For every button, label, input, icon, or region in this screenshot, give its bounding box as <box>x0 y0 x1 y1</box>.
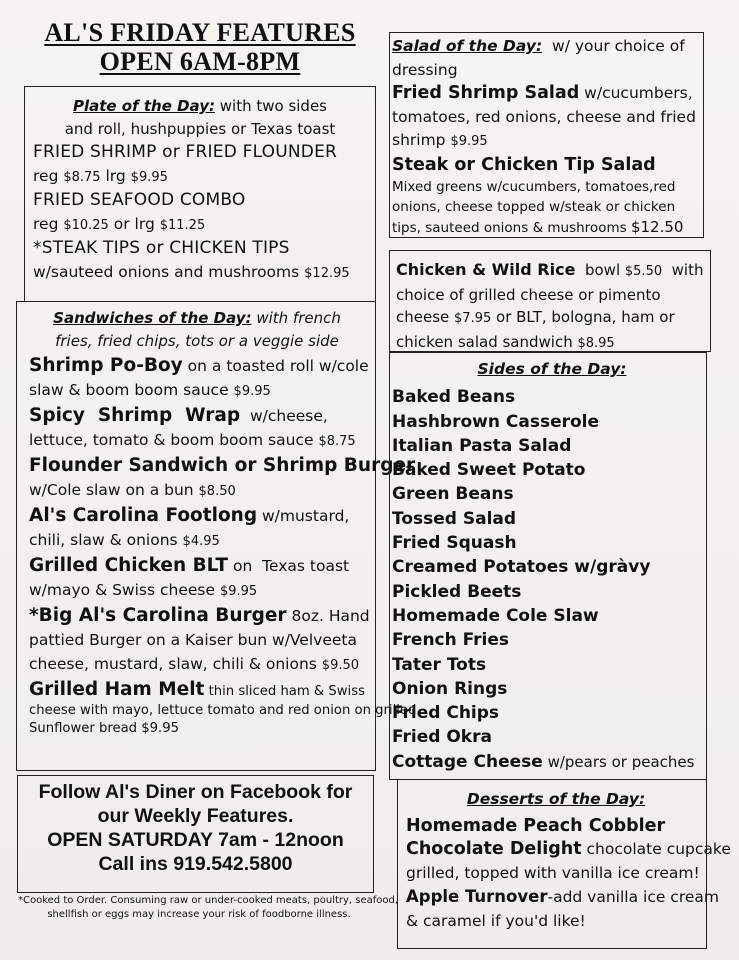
side-item: Creamed Potatoes w/gràvy <box>392 557 651 578</box>
title-line-2: OPEN 6AM-8PM <box>99 47 301 76</box>
sandwich-item: *Big Al's Carolina Burger 8oz. Hand pattied Burger on a Kaiser bun w/Velveeta cheese, mustard, slaw, chili & onions $9.50 <box>29 605 370 673</box>
side-item: Cottage Cheese w/pears or peaches <box>392 751 695 772</box>
plate-intro: Plate of the Day: with two sides and roll, hushpuppies or Texas toast <box>64 97 336 138</box>
side-item: Hashbrown Casserole <box>392 411 600 432</box>
side-item: French Fries <box>392 630 510 651</box>
side-item: Italian Pasta Salad <box>392 435 572 456</box>
side-item: Baked Sweet Potato <box>392 460 586 481</box>
side-item: Baked Beans <box>392 387 516 408</box>
title-line-1: AL'S FRIDAY FEATURES <box>44 18 356 47</box>
dessert-item: Homemade Peach Cobbler <box>406 815 666 836</box>
menu-title <box>40 18 360 76</box>
dessert-item: Apple Turnover-add vanilla ice cream & caramel if you'd like! <box>406 887 719 930</box>
dessert-item: Chocolate Delight chocolate cupcake grilled, topped with vanilla ice cream! <box>406 839 731 882</box>
saturday-hours: OPEN SATURDAY 7am - 12noon <box>47 829 344 851</box>
salad-of-the-day-box: Salad of the Day: w/ your choice of dressing Fried Shrimp Salad w/cucumbers, tomatoes, red onions, cheese and fried shrimp $9.95 Steak or Chicken Tip Salad Mixed greens w/cucumbers, tomatoes,red onions, cheese topped w/steak or chicken tips, sauteed onions & mushrooms $12.50 <box>389 32 704 238</box>
sandwiches-intro: Sandwiches of the Day: with french fries, fried chips, tots or a veggie side <box>53 309 341 350</box>
desserts-of-the-day-box <box>397 779 731 949</box>
salad-item: Fried Shrimp Salad w/cucumbers, tomatoes, red onions, cheese and fried shrimp $9.95 <box>392 83 696 149</box>
side-item: Homemade Cole Slaw <box>392 605 599 626</box>
phone-number: Call ins 919.542.5800 <box>98 853 293 875</box>
sandwich-item: Al's Carolina Footlong w/mustard, chili, slaw & onions $4.95 <box>29 505 350 549</box>
foodborne-illness-disclaimer: *Cooked to Order. Consuming raw or under-cooked meats, poultry, seafood, shellfish or eggs may increase your risk of foodborne illness. <box>18 895 399 920</box>
plate-price-1: reg $8.75 lrg $9.95 <box>33 166 168 185</box>
salad-header: Salad of the Day: <box>392 37 543 55</box>
side-item: Onion Rings <box>392 678 508 699</box>
side-item: Green Beans <box>392 484 514 505</box>
chicken-wild-rice-box: Chicken & Wild Rice bowl $5.50 with choice of grilled cheese or pimento cheese $7.95 or BLT, bologna, ham or chicken salad sandwich $8.95 <box>389 250 711 352</box>
side-item: Tossed Salad <box>392 508 517 529</box>
plate-item-tips: *STEAK TIPS or CHICKEN TIPS <box>33 238 290 258</box>
follow-line-1: Follow Al's Diner on Facebook for <box>38 781 353 803</box>
sandwiches-header: Sandwiches of the Day: <box>53 309 252 327</box>
salad-item: Steak or Chicken Tip Salad Mixed greens w/cucumbers, tomatoes,red onions, cheese topped w/steak or chicken tips, sauteed onions & mushrooms $12.50 <box>392 154 684 236</box>
desserts-header: Desserts of the Day: <box>466 790 646 808</box>
plate-item-fried-shrimp-flounder: FRIED SHRIMP or FRIED FLOUNDER <box>33 142 338 162</box>
side-item: Pickled Beets <box>392 581 522 602</box>
side-item: Fried Squash <box>392 533 517 554</box>
follow-line-2: our Weekly Features. <box>97 805 294 827</box>
follow-facebook-box <box>17 775 374 893</box>
sandwich-item: Flounder Sandwich or Shrimp Burger w/Cole slaw on a bun $8.50 <box>29 455 416 499</box>
plate-header: Plate of the Day: <box>72 97 215 115</box>
side-item: Tater Tots <box>392 654 487 675</box>
sandwich-item: Grilled Chicken BLT on Texas toast w/mayo & Swiss cheese $9.95 <box>29 555 350 599</box>
sides-list <box>392 385 706 774</box>
plate-item-tips-desc: w/sauteed onions and mushrooms $12.95 <box>33 262 350 281</box>
sandwiches-of-the-day-box <box>16 301 417 771</box>
sandwich-item: Grilled Ham Melt thin sliced ham & Swiss cheese with mayo, lettuce tomato and red onion on grilled Sunflower bread $9.95 <box>29 679 417 736</box>
plate-of-the-day-box <box>24 86 376 302</box>
plate-item-seafood-combo: FRIED SEAFOOD COMBO <box>33 190 246 210</box>
plate-price-2: reg $10.25 or lrg $11.25 <box>33 214 206 233</box>
sides-of-the-day-box <box>389 352 707 780</box>
side-item: Fried Chips <box>392 703 500 724</box>
sandwich-item: Shrimp Po-Boy on a toasted roll w/cole slaw & boom boom sauce $9.95 <box>29 355 369 399</box>
side-item: Fried Okra <box>392 727 492 748</box>
sides-header: Sides of the Day: <box>477 360 627 378</box>
sandwich-item: Spicy Shrimp Wrap w/cheese, lettuce, tomato & boom boom sauce $8.75 <box>29 405 356 449</box>
